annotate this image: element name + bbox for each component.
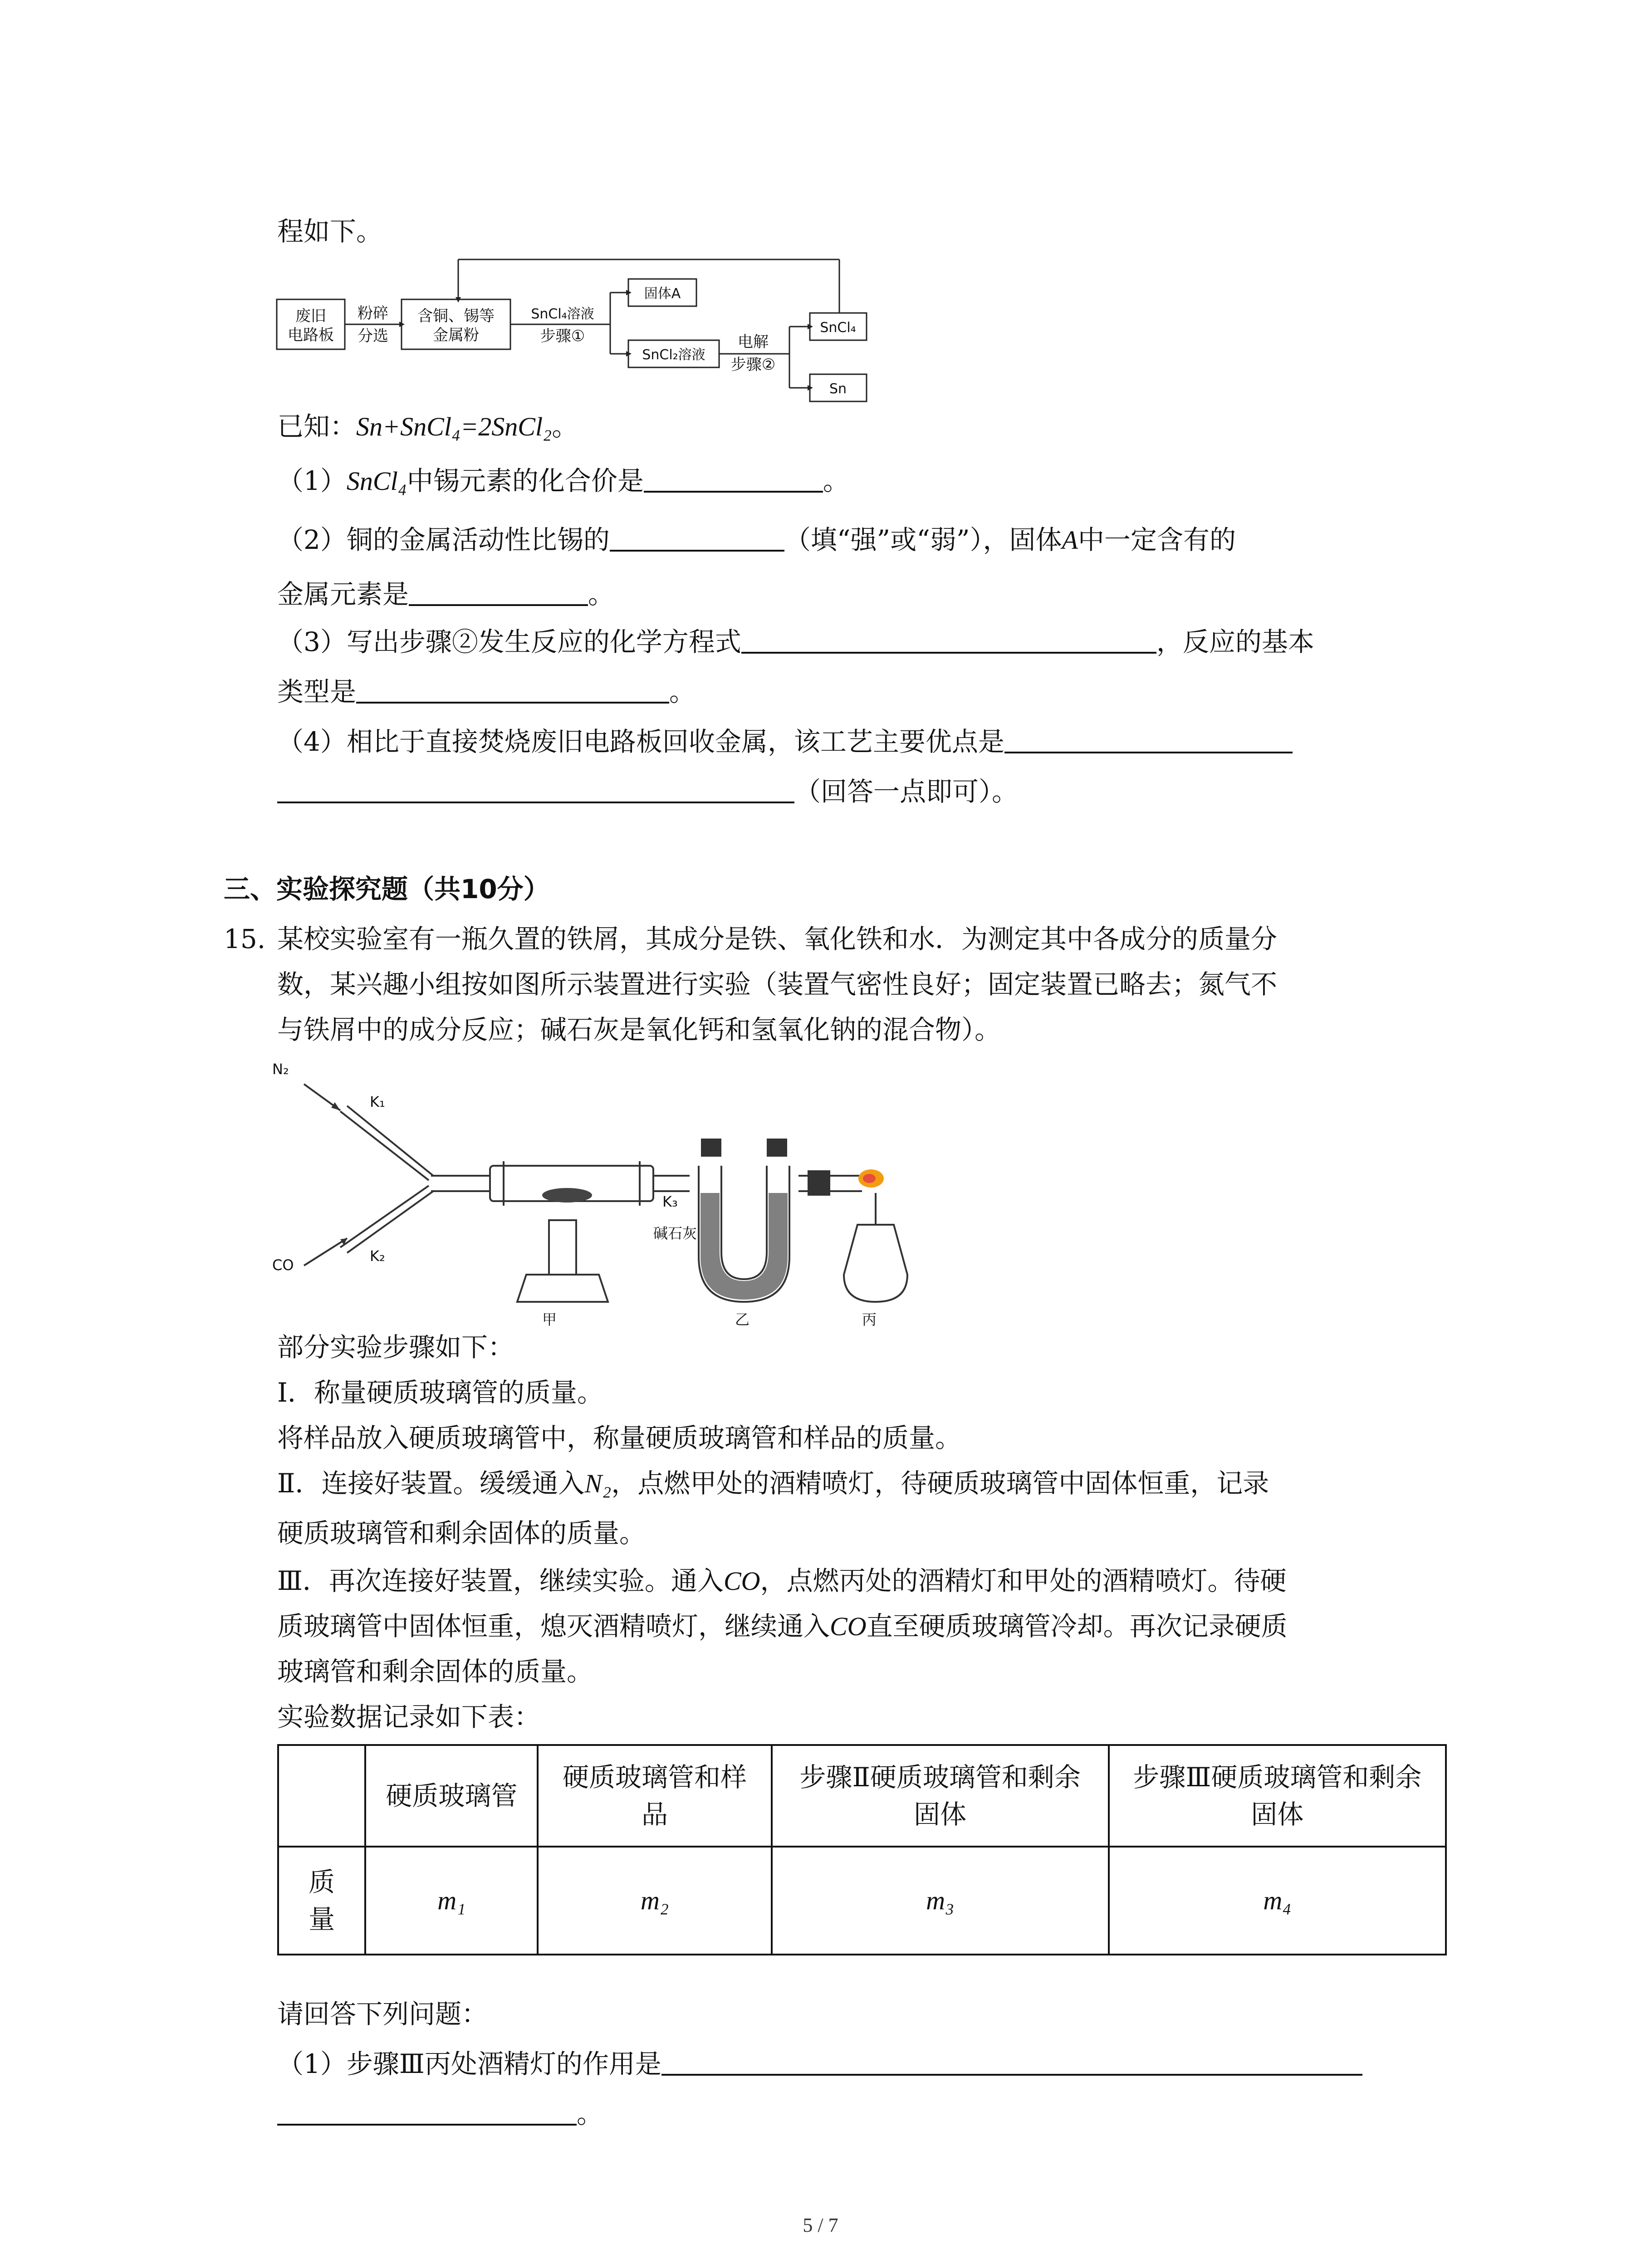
question-2-line1 xyxy=(277,522,1236,558)
q4-text-b: （回答一点即可）。 xyxy=(794,776,1019,807)
step-3a xyxy=(277,1563,1287,1599)
step-3a-pre: Ⅲ．再次连接好装置，继续实验。通入 xyxy=(277,1565,724,1596)
apparatus-diagram xyxy=(272,1057,916,1329)
question-15-line3: 与铁屑中的成分反应；碱石灰是氧化钙和氢氧化钠的混合物）。 xyxy=(277,1014,1001,1045)
label-k2: K₂ xyxy=(370,1247,385,1265)
flow-text-box1-l1: 废旧 xyxy=(295,307,326,325)
label-n2: N₂ xyxy=(272,1061,289,1078)
label-yi: 乙 xyxy=(735,1311,750,1328)
step-1a: Ⅰ．称量硬质玻璃管的质量。 xyxy=(277,1377,603,1408)
answer-1-text: （1）步骤Ⅲ丙处酒精灯的作用是 xyxy=(277,2048,661,2079)
q3-text-b: ，反应的基本 xyxy=(1156,626,1314,657)
table-header-cell: 步骤Ⅱ硬质玻璃管和剩余固体 xyxy=(772,1745,1109,1847)
flow-text-arrow2-l2: 步骤① xyxy=(540,327,585,345)
table-cell: m₄ xyxy=(1109,1847,1446,1955)
answer-blank[interactable] xyxy=(356,674,669,704)
step-3a-co: CO xyxy=(723,1566,760,1596)
known-equation xyxy=(277,408,578,445)
table-row xyxy=(278,1847,1446,1955)
known-suffix: 。 xyxy=(552,411,578,442)
answer-blank[interactable] xyxy=(277,773,794,803)
table-header-cell: 步骤Ⅲ硬质玻璃管和剩余固体 xyxy=(1109,1745,1446,1847)
answer-blank[interactable] xyxy=(644,463,823,493)
answer-1-end: 。 xyxy=(577,2098,603,2129)
q2-text-b: （填“强”或“弱”），固体 xyxy=(784,524,1062,555)
table-header-cell: 硬质玻璃管和样品 xyxy=(538,1745,771,1847)
label-bing: 丙 xyxy=(862,1311,877,1328)
section-heading: 三、实验探究题（共10分） xyxy=(224,874,550,904)
label-jia: 甲 xyxy=(542,1311,557,1328)
page-number: 5 / 7 xyxy=(803,2214,838,2236)
step-2b: 硬质玻璃管和剩余固体的质量。 xyxy=(277,1518,646,1549)
flow-text-box1-l2: 电路板 xyxy=(288,326,334,344)
question-15-line2: 数，某兴趣小组按如图所示装置进行实验（装置气密性良好；固定装置已略去；氮气不 xyxy=(277,969,1278,1000)
step-3b xyxy=(277,1608,1288,1645)
flow-text-sn: Sn xyxy=(829,381,847,397)
table-header-cell: 硬质玻璃管 xyxy=(365,1745,538,1847)
flow-text-sncl4: SnCl₄ xyxy=(820,320,856,336)
flow-text-box2-l2: 金属粉 xyxy=(433,326,479,344)
table-heading: 实验数据记录如下表： xyxy=(277,1701,541,1732)
answer-blank[interactable] xyxy=(610,522,784,552)
step-3b-co: CO xyxy=(830,1612,867,1641)
process-flow-diagram xyxy=(272,254,898,408)
q4-text-a: （4）相比于直接焚烧废旧电路板回收金属，该工艺主要优点是 xyxy=(277,726,1004,757)
question-15-line1: 某校实验室有一瓶久置的铁屑，其成分是铁、氧化铁和水．为测定其中各成分的质量分 xyxy=(277,924,1278,954)
table-cell: m₂ xyxy=(538,1847,771,1955)
flow-text-solid-a: 固体A xyxy=(644,286,681,302)
question-15-number: 15. xyxy=(224,924,266,954)
table-cell: m₃ xyxy=(772,1847,1109,1955)
q2-text-a: （2）铜的金属活动性比锡的 xyxy=(277,524,610,555)
answer-1-line1 xyxy=(277,2046,1362,2082)
answer-blank[interactable] xyxy=(409,576,588,606)
label-k3: K₃ xyxy=(662,1193,678,1210)
q1-end: 。 xyxy=(823,465,849,496)
flow-text-arrow1-l2: 分选 xyxy=(358,327,388,345)
q2-text-d: 中一定含有的 xyxy=(1078,524,1236,555)
table-header-row xyxy=(278,1745,1446,1847)
question-2-line2 xyxy=(277,576,614,612)
answer-blank[interactable] xyxy=(1004,723,1293,753)
q3-end: 。 xyxy=(669,676,696,707)
question-3-line1 xyxy=(277,624,1314,660)
step-3c: 玻璃管和剩余固体的质量。 xyxy=(277,1656,593,1687)
flow-text-sncl2: SnCl₂溶液 xyxy=(642,347,705,363)
data-table xyxy=(277,1744,1447,1955)
table-cell: m₁ xyxy=(365,1847,538,1955)
step-2a-n2: N₂ xyxy=(584,1469,612,1498)
step-3b-post: 直至硬质玻璃管冷却。再次记录硬质 xyxy=(866,1611,1288,1642)
q2-end: 。 xyxy=(588,579,615,610)
flow-text-arrow2-l1: SnCl₄溶液 xyxy=(531,306,594,322)
step-3b-pre: 质玻璃管中固体恒重，熄灭酒精喷灯，继续通入 xyxy=(277,1611,830,1642)
step-2a-post: ，点燃甲处的酒精喷灯，待硬质玻璃管中固体恒重，记录 xyxy=(611,1468,1269,1499)
flow-text-arrow3-l1: 电解 xyxy=(738,333,769,351)
answer-blank[interactable] xyxy=(741,624,1156,654)
answer-1-line2 xyxy=(277,2096,603,2132)
question-3-line2 xyxy=(277,674,696,710)
step-2a xyxy=(277,1465,1269,1502)
question-1 xyxy=(277,463,849,499)
label-k1: K₁ xyxy=(370,1093,385,1110)
q3-text-a: （3）写出步骤②发生反应的化学方程式 xyxy=(277,626,741,657)
question-4-line2 xyxy=(277,773,1018,810)
label-soda-lime: 碱石灰 xyxy=(653,1225,697,1242)
flow-text-arrow3-l2: 步骤② xyxy=(730,356,776,374)
flow-text-arrow1-l1: 粉碎 xyxy=(358,304,388,323)
answers-heading: 请回答下列问题： xyxy=(277,1999,488,2029)
intro-tail: 程如下。 xyxy=(277,216,383,247)
equation-text: Sn+SnCl₄=2SnCl₂ xyxy=(356,412,552,441)
step-2a-pre: Ⅱ．连接好装置。缓缓通入 xyxy=(277,1468,585,1499)
steps-heading: 部分实验步骤如下： xyxy=(277,1332,514,1363)
known-prefix: 已知： xyxy=(277,411,357,442)
table-header-cell xyxy=(278,1745,365,1847)
q1-text: 中锡元素的化合价是 xyxy=(407,465,644,496)
q3-text-c: 类型是 xyxy=(277,676,357,707)
step-3a-post: ，点燃丙处的酒精灯和甲处的酒精喷灯。待硬 xyxy=(760,1565,1287,1596)
answer-blank[interactable] xyxy=(661,2046,1362,2076)
q1-num: （1） xyxy=(277,465,347,496)
q2-solid-a: A xyxy=(1062,525,1078,555)
flow-text-box2-l1: 含铜、锡等 xyxy=(417,307,495,325)
question-4-line1 xyxy=(277,723,1293,760)
table-row-label: 质量 xyxy=(278,1847,365,1955)
q2-text-e: 金属元素是 xyxy=(277,579,409,610)
q1-formula: SnCl₄ xyxy=(346,466,407,496)
label-co: CO xyxy=(272,1256,294,1274)
step-1b: 将样品放入硬质玻璃管中，称量硬质玻璃管和样品的质量。 xyxy=(277,1422,962,1453)
answer-blank[interactable] xyxy=(277,2096,577,2126)
